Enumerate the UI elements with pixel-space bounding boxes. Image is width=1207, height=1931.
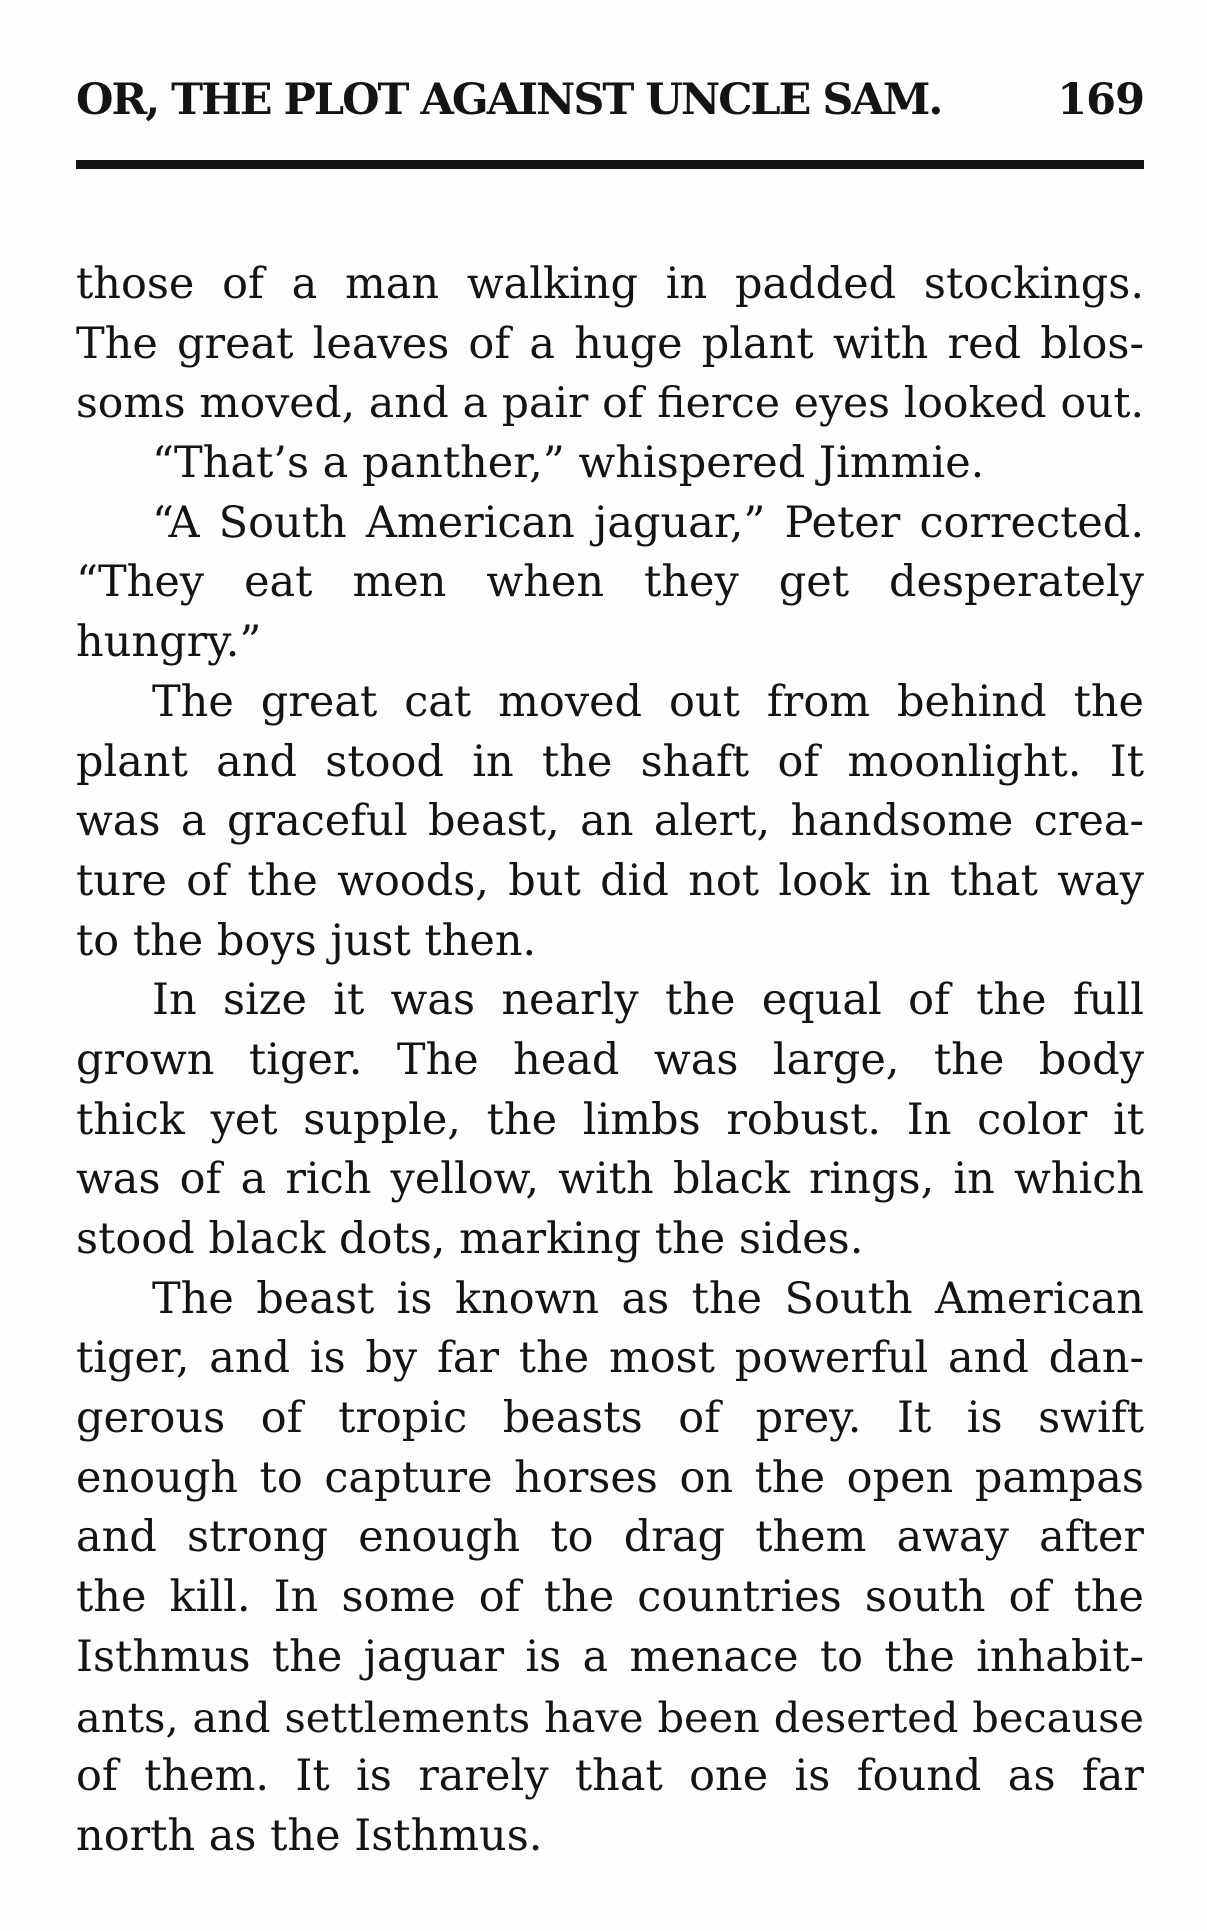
running-title: OR, THE PLOT AGAINST UNCLE SAM. (76, 75, 942, 125)
text-line: and strong enough to drag them away after (76, 1512, 1144, 1563)
text-line: “A South American jaguar,” Peter corrected. (152, 497, 1144, 548)
text-line: was a graceful beast, an alert, handsome crea- (76, 796, 1144, 847)
text-line: hungry.” (76, 617, 262, 668)
text-line: grown tiger. The head was large, the body (76, 1034, 1144, 1085)
page-header (76, 70, 1144, 130)
text-line: The beast is known as the South American (152, 1273, 1144, 1324)
text-line: north as the Isthmus. (76, 1810, 543, 1861)
text-line: stood black dots, marking the sides. (76, 1214, 864, 1264)
text-line: of them. It is rarely that one is found as far (76, 1751, 1144, 1802)
text-line: plant and stood in the shaft of moonlight. It (76, 736, 1144, 787)
text-line: Isthmus the jaguar is a menace to the inhabit- (76, 1631, 1144, 1682)
page-number: 169 (1057, 75, 1144, 125)
text-line: The great cat moved out from behind the (152, 676, 1144, 727)
text-line: was of a rich yellow, with black rings, in which (76, 1154, 1144, 1205)
text-line: thick yet supple, the limbs robust. In color it (76, 1094, 1144, 1145)
text-line: In size it was nearly the equal of the full (152, 975, 1144, 1026)
text-line: to the boys just then. (76, 915, 537, 966)
text-line: those of a man walking in padded stockings. (76, 259, 1144, 309)
text-line: ants, and settlements have been deserted because (76, 1692, 1144, 1742)
text-line: The great leaves of a huge plant with red blos- (76, 318, 1144, 369)
text-line: enough to capture horses on the open pampas (76, 1452, 1144, 1503)
text-line: the kill. In some of the countries south of the (76, 1572, 1144, 1623)
text-line: ture of the woods, but did not look in that way (76, 855, 1144, 906)
text-line: tiger, and is by far the most powerful and dan- (76, 1333, 1144, 1384)
text-line: “They eat men when they get desperately (76, 557, 1144, 608)
header-rule (76, 160, 1144, 169)
text-line: “That’s a panther,” whispered Jimmie. (152, 438, 985, 489)
text-line: soms moved, and a pair of fierce eyes looked out. (76, 379, 1144, 429)
text-line: gerous of tropic beasts of prey. It is swift (76, 1393, 1144, 1444)
body-text (76, 255, 1144, 1867)
